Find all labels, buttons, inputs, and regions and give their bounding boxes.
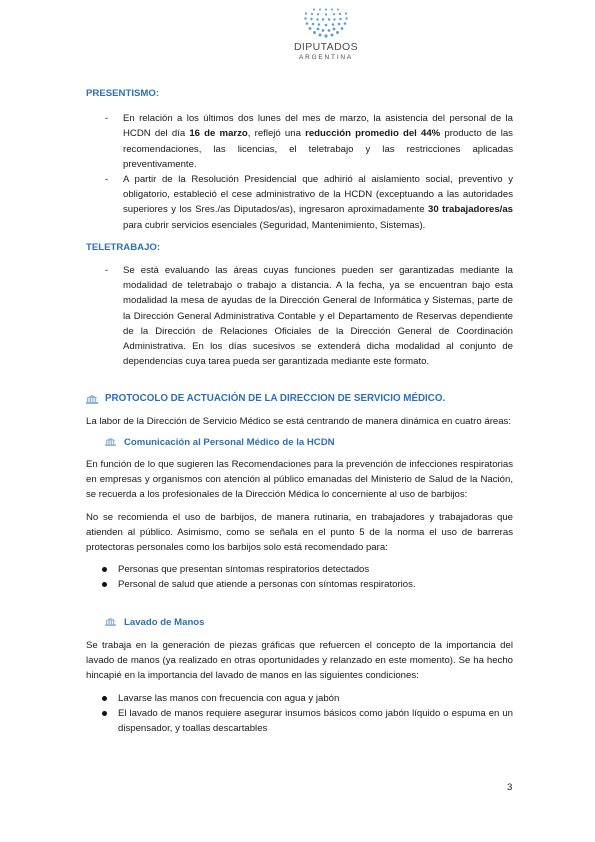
list-item xyxy=(86,706,513,736)
protocolo-title-text: PROTOCOLO DE ACTUACIÓN DE LA DIRECCION DE SERVICIO MÉDICO. xyxy=(105,393,446,405)
comunicacion-title-text: Comunicación al Personal Médico de la HCDN xyxy=(124,436,335,448)
bullet-marker xyxy=(102,582,107,587)
item-text: Se está evaluando las áreas cuyas funciones pueden ser garantizadas mediante la modalidad de teletrabajo o trabajo a distancia. A la fecha, ya se encuentran bajo esta modalidad la mesa de ayudas de la Dirección General de Informática y Sistemas, parte de la Dirección General Administrativa Contable y el Departamento de Reservas dependiente de la Dirección de Relaciones Oficiales de la Dirección General de Coordinación Administrativa. En los días sucesivos se extenderá dicha modalidad al conjunto de dependencias cuya tarea pueda ser garantizada mediante este formato. xyxy=(123,265,513,368)
dash-marker: - xyxy=(105,113,109,125)
list-item xyxy=(86,263,513,369)
item-text: para cubrir servicios esenciales (Seguridad, Mantenimiento, Sistemas). xyxy=(123,219,426,231)
comunicacion-paragraph: No se recomienda el uso de barbijos, de manera rutinaria, en trabajadores y trabajadoras que atienden al público. Asimismo, como se señala en el punto 5 de la norma el uso de barreras protectoras personales como los barbijos solo está recomendado para: xyxy=(86,511,513,554)
building-icon xyxy=(86,395,98,404)
list-item xyxy=(86,562,513,577)
building-icon xyxy=(105,438,116,446)
item-bold: 16 de marzo xyxy=(189,128,248,140)
teletrabajo-heading: TELETRABAJO: xyxy=(86,241,161,253)
dash-marker: - xyxy=(105,265,109,277)
lavado-title xyxy=(86,615,513,630)
comunicacion-paragraph: En función de lo que sugieren las Recomendaciones para la prevención de infecciones respiratorias en empresas y organismos con atención al público emanadas del Ministerio de Salud de la Nación, se recuerda a los profesionales de la Dirección Médica lo concerniente al uso de barbijos: xyxy=(86,459,513,501)
item-text: Personal de salud que atiende a personas con síntomas respiratorios. xyxy=(118,579,416,591)
lavado-title-text: Lavado de Manos xyxy=(124,616,205,628)
comunicacion-title xyxy=(86,435,513,450)
item-text: A partir de la Resolución Presidencial que adhirió al aislamiento social, preventivo y obligatorio, estableció el cese administrativo de la HCDN (exceptuando a las autoridades superiores y los Sres./as Diputados/as), ingresaron aproximadamente xyxy=(123,174,513,216)
logo-subtitle: ARGENTINA xyxy=(298,54,354,61)
item-text: Lavarse las manos con frecuencia con agua y jabón xyxy=(118,692,340,704)
logo xyxy=(266,8,386,61)
list-item xyxy=(86,172,513,233)
lavado-bullets xyxy=(86,691,513,737)
dash-marker: - xyxy=(105,174,109,186)
congress-dome-icon xyxy=(290,8,362,40)
page-number: 3 xyxy=(507,782,513,793)
building-icon xyxy=(105,618,116,626)
item-bold: 30 trabajadores/as xyxy=(427,204,513,216)
list-item xyxy=(86,691,513,706)
teletrabajo-list xyxy=(86,263,513,369)
item-text: producto de las recomendaciones, las licencias, el teletrabajo y las restricciones aplicadas preventivamente. xyxy=(123,128,513,170)
logo-name: DIPUTADOS xyxy=(293,41,359,53)
comunicacion-bullets xyxy=(86,562,513,592)
item-text: , reflejó una xyxy=(247,128,306,140)
lavado-paragraph: Se trabaja en la generación de piezas gráficas que refuercen el concepto de la importancia del lavado de manos (ya realizado en otras oportunidades y relanzado en este momento). Se ha hecho hincapié en la importancia del lavado de manos en las siguientes condiciones: xyxy=(86,639,513,682)
presentismo-list xyxy=(86,111,513,233)
protocolo-title xyxy=(86,391,513,406)
bullet-marker xyxy=(102,567,107,572)
item-text: Personas que presentan síntomas respiratorios detectados xyxy=(118,564,370,576)
item-text: El lavado de manos requiere asegurar insumos básicos como jabón líquido o espuma en un dispensador, y toallas descartables xyxy=(118,707,513,734)
protocolo-intro: La labor de la Dirección de Servicio Médico se está centrando de manera dinámica en cuatro áreas: xyxy=(86,415,512,427)
presentismo-heading: PRESENTISMO: xyxy=(86,88,160,99)
item-text: En relación a los últimos dos lunes del mes de marzo, la asistencia del personal de la HCDN del día xyxy=(123,113,513,140)
list-item xyxy=(86,111,513,172)
item-bold: reducción promedio del 44% xyxy=(305,128,441,140)
list-item xyxy=(86,577,513,592)
bullet-marker xyxy=(102,696,107,701)
bullet-marker xyxy=(102,711,107,716)
document-body xyxy=(86,86,513,736)
